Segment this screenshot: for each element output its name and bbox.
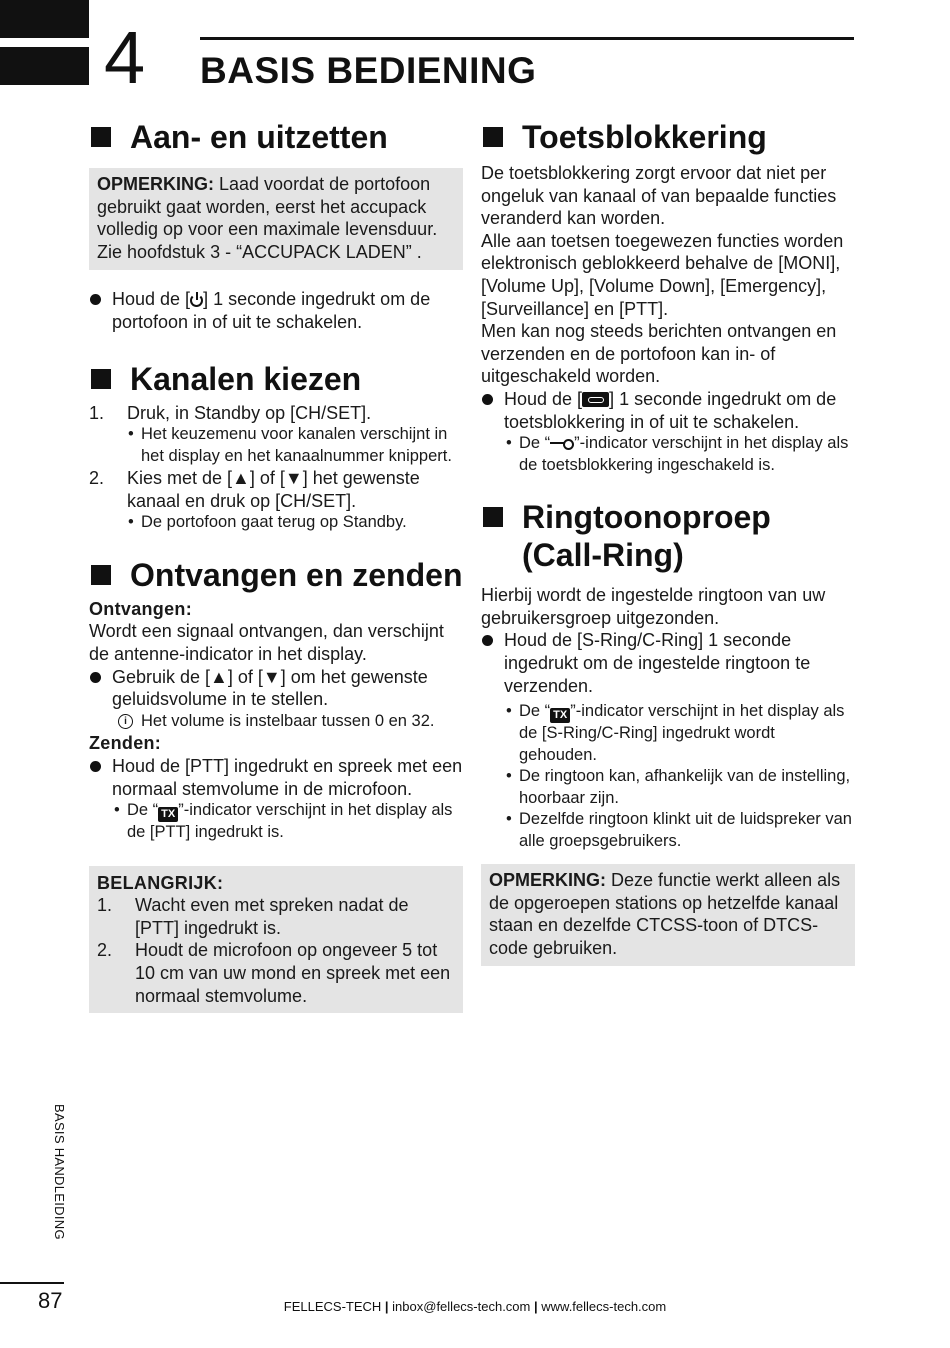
note-line2: Zie hoofdstuk 3 - “ACCUPACK LADEN” . bbox=[97, 241, 422, 262]
note-label: OPMERKING: bbox=[97, 174, 214, 194]
important-label: BELANGRIJK: bbox=[97, 872, 224, 893]
square-bullet-icon bbox=[91, 565, 111, 585]
chapter-tab-bottom bbox=[0, 47, 89, 85]
key-icon bbox=[550, 438, 574, 448]
subhead-ontvangen: Ontvangen: bbox=[89, 598, 193, 619]
step-2-sub: • De portofoon gaat terug op Standby. bbox=[89, 512, 463, 534]
toets-p1: De toetsblokkering zorgt ervoor dat niet per ongeluk van kanaal of van bepaalde functies veranderd kan worden. bbox=[481, 163, 837, 229]
note-text: Laad voordat de portofoon gebruikt gaat worden, eerst het accupack volledig op voor een maximale levensduur. bbox=[97, 174, 438, 240]
note-label: OPMERKING: bbox=[489, 870, 606, 891]
note-text: Deze functie werkt alleen als de opgeroepen stations op hetzelfde kanaal staan en dezelfde CTCSS-toon of DTCS-code gebruiken. bbox=[489, 870, 841, 958]
bullet-keylock: Houd de [ ] 1 seconde ingedrukt om de toetsblokkering in of uit te schakelen. bbox=[481, 388, 855, 433]
bullet-volume: Gebruik de [▲] of [▼] om het gewenste geluidsvolume in te stellen. bbox=[89, 666, 463, 711]
tx-icon: TX bbox=[550, 708, 570, 723]
bullet-ring: Houd de [S-Ring/C-Ring] 1 seconde ingedrukt om de ingestelde ringtoon te verzenden. bbox=[481, 629, 855, 697]
footer-site[interactable]: www.fellecs-tech.com bbox=[541, 1299, 667, 1314]
page-number: 87 bbox=[38, 1288, 63, 1313]
footer-company: FELLECS-TECH bbox=[283, 1299, 382, 1314]
bullet-power: Houd de [ ] 1 seconde ingedrukt om de portofoon in of uit te schakelen. bbox=[89, 288, 463, 333]
square-bullet-icon bbox=[91, 369, 111, 389]
ring-sub-1: • De “ TX ”-indicator verschijnt in het display als de [S-Ring/C-Ring] ingedrukt wordt gehouden. bbox=[481, 701, 855, 766]
left-column bbox=[89, 118, 463, 1013]
ring-sub-3: • Dezelfde ringtoon klinkt uit de luidspreker van alle groepsgebruikers. bbox=[481, 809, 855, 852]
step-1-sub: • Het keuzemenu voor kanalen verschijnt in het display en het kanaalnummer knippert. bbox=[89, 424, 463, 467]
toets-p2: Alle aan toetsen toegewezen functies worden elektronisch geblokkeerd behalve de [MONI], [Volume Up], [Volume Down], [Emergency], [Surveillance] en [PTT]. bbox=[481, 230, 844, 319]
info-icon: i bbox=[118, 714, 133, 729]
keylock-indicator-sub: • De “ ”-indicator verschijnt in het display als de toetsblokkering ingeschakeld is. bbox=[481, 433, 855, 476]
tx-icon: TX bbox=[158, 807, 178, 822]
step-1: 1. Druk, in Standby op [CH/SET]. bbox=[89, 402, 372, 423]
ring-p1: Hierbij wordt de ingestelde ringtoon van uw gebruikersgroep uitgezonden. bbox=[481, 585, 826, 628]
chapter-title: BASIS BEDIENING bbox=[200, 50, 537, 91]
power-icon bbox=[190, 294, 203, 307]
ring-sub-2: • De ringtoon kan, afhankelijk van de instelling, hoorbaar zijn. bbox=[481, 766, 855, 809]
key-lock-icon bbox=[582, 392, 609, 407]
important-item-1: 1. Wacht even met spreken nadat de [PTT] ingedrukt is. bbox=[97, 895, 409, 938]
bullet-ptt: Houd de [PTT] ingedrukt en spreek met een normaal stemvolume in de microfoon. bbox=[89, 755, 463, 800]
info-volume: i Het volume is instelbaar tussen 0 en 32. bbox=[89, 711, 463, 733]
note-box-ring bbox=[481, 864, 855, 966]
section-title-toets: Toetsblokkering bbox=[481, 118, 855, 156]
right-column bbox=[481, 118, 855, 966]
important-box bbox=[89, 866, 463, 1014]
important-item-2: 2. Houdt de microfoon op ongeveer 5 tot 10 cm van uw mond en spreek met een normaal stemvolume. bbox=[97, 940, 451, 1006]
square-bullet-icon bbox=[483, 507, 503, 527]
footer-email[interactable]: inbox@fellecs-tech.com bbox=[392, 1299, 531, 1314]
footer-rule bbox=[0, 1282, 64, 1284]
tx-indicator-sub: • De “ TX ”-indicator verschijnt in het display als de [PTT] ingedrukt is. bbox=[89, 800, 463, 844]
chapter-number: 4 bbox=[104, 16, 146, 99]
note-box-aan bbox=[89, 168, 463, 270]
section-title-kanalen: Kanalen kiezen bbox=[89, 360, 463, 398]
section-title-aan: Aan- en uitzetten bbox=[89, 118, 463, 156]
side-label: BASIS HANDLEIDING bbox=[52, 1104, 67, 1240]
section-title-ring: Ringtoonoproep (Call-Ring) bbox=[481, 498, 855, 574]
rx-text: Wordt een signaal ontvangen, dan verschijnt de antenne-indicator in het display. bbox=[89, 621, 444, 665]
section-title-ontvangen: Ontvangen en zenden bbox=[89, 556, 463, 594]
chapter-tab-top bbox=[0, 0, 89, 38]
footer: FELLECS-TECH | inbox@fellecs-tech.com | www.fellecs-tech.com bbox=[283, 1299, 667, 1314]
step-2: 2. Kies met de [▲] of [▼] het gewenste kanaal en druk op [CH/SET]. bbox=[89, 468, 420, 511]
subhead-zenden: Zenden: bbox=[89, 733, 162, 754]
chapter-rule bbox=[200, 37, 854, 40]
square-bullet-icon bbox=[91, 127, 111, 147]
square-bullet-icon bbox=[483, 127, 503, 147]
toets-p3: Men kan nog steeds berichten ontvangen en verzenden en de portofoon kan in- of uitgeschakeld worden. bbox=[481, 321, 837, 387]
